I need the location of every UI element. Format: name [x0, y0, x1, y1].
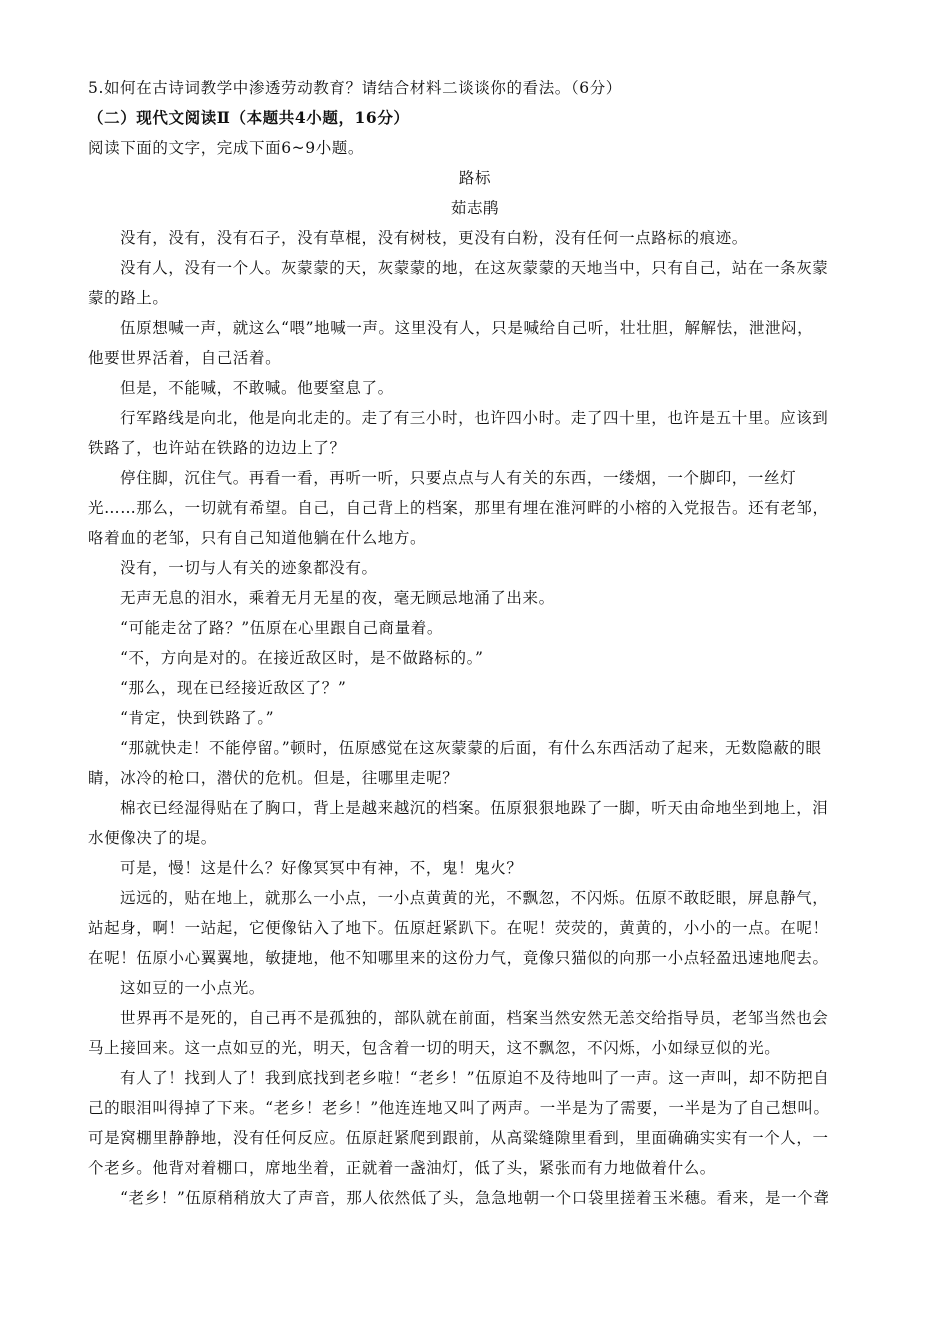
paragraph-line: 咯着血的老邹，只有自己知道他躺在什么地方。 — [88, 529, 427, 547]
paragraph-line: 光……那么，一切就有希望。自己，自己背上的档案，那里有埋在淮河畔的小榕的入党报告。还有老邹， — [88, 499, 829, 517]
question-5: 5.如何在古诗词教学中渗透劳动教育？请结合材料二谈谈你的看法。（6分） — [88, 79, 622, 97]
paragraph-line: 没有，没有，没有石子，没有草棍，没有树枝，更没有白粉，没有任何一点路标的痕迹。 — [120, 229, 748, 247]
paragraph-line: 己的眼泪叫得掉了下来。“老乡！老乡！”他连连地又叫了两声。一半是为了需要，一半是为了自己想叫。 — [88, 1099, 830, 1117]
paragraph-line: 蒙的路上。 — [88, 289, 169, 307]
paragraph-line: “老乡！”伍原稍稍放大了声音，那人依然低了头，急急地朝一个口袋里搓着玉米穗。看来，是一个聋 — [120, 1189, 830, 1207]
article-author: 茹志鹃 — [450, 199, 500, 217]
paragraph-line: 伍原想喊一声，就这么“喂”地喊一声。这里没有人，只是喊给自己听，壮壮胆，解解怯，泄泄闷， — [120, 319, 814, 337]
paragraph-line: 站起身，啊！一站起，它便像钻入了地下。伍原赶紧趴下。在呢！荧荧的，黄黄的，小小的一点。在呢！ — [88, 919, 829, 937]
reading-instruction: 阅读下面的文字，完成下面6~9小题。 — [88, 139, 365, 157]
paragraph-line: 在呢！伍原小心翼翼地，敏捷地，他不知哪里来的这份力气，竟像只猫似的向那一小点轻盈迅速地爬去。 — [88, 949, 829, 967]
paragraph-line: 水便像决了的堤。 — [88, 829, 217, 847]
paragraph-line: 铁路了，也许站在铁路的边边上了？ — [88, 439, 346, 457]
paragraph-line: 睛，冰冷的枪口，潜伏的危机。但是，往哪里走呢？ — [88, 769, 459, 787]
section-heading: （二）现代文阅读Ⅱ（本题共4小题，16分） — [88, 108, 410, 127]
paragraph-line: 没有人，没有一个人。灰蒙蒙的天，灰蒙蒙的地，在这灰蒙蒙的天地当中，只有自己，站在一条灰蒙 — [120, 259, 829, 277]
paragraph-line: “不，方向是对的。在接近敌区时，是不做路标的。” — [120, 649, 484, 667]
paragraph-line: 无声无息的泪水，乘着无月无星的夜，毫无顾忌地涌了出来。 — [120, 589, 555, 607]
paragraph-line: 他要世界活着，自己活着。 — [88, 349, 282, 367]
paragraph-line: 这如豆的一小点光。 — [120, 979, 265, 997]
paragraph-line: “那么，现在已经接近敌区了？” — [120, 679, 347, 697]
paragraph-line: 可是，慢！这是什么？好像冥冥中有神，不，鬼！鬼火？ — [120, 859, 523, 877]
paragraph-line: “那就快走！不能停留。”顿时，伍原感觉在这灰蒙蒙的后面，有什么东西活动了起来，无数隐蔽的眼 — [120, 739, 822, 757]
paragraph-line: 没有，一切与人有关的迹象都没有。 — [120, 559, 378, 577]
paragraph-line: 世界再不是死的，自己再不是孤独的，部队就在前面，档案当然安然无恙交给指导员，老邹当然也会 — [120, 1009, 829, 1027]
paragraph-line: 个老乡。他背对着棚口，席地坐着，正就着一盏油灯，低了头，紧张而有力地做着什么。 — [88, 1159, 716, 1177]
paragraph-line: 行军路线是向北，他是向北走的。走了有三小时，也许四小时。走了四十里，也许是五十里。应该到 — [120, 409, 829, 427]
paragraph-line: 远远的，贴在地上，就那么一小点，一小点黄黄的光，不飘忽，不闪烁。伍原不敢眨眼，屏息静气， — [120, 889, 829, 907]
paragraph-line: “可能走岔了路？”伍原在心里跟自己商量着。 — [120, 619, 443, 637]
paragraph-line: 马上接回来。这一点如豆的光，明天，包含着一切的明天，这不飘忽，不闪烁，小如绿豆似的光。 — [88, 1039, 781, 1057]
paragraph-line: 但是，不能喊，不敢喊。他要窒息了。 — [120, 379, 394, 397]
paragraph-line: 停住脚，沉住气。再看一看，再听一听，只要点点与人有关的东西，一缕烟，一个脚印，一丝灯 — [120, 469, 797, 487]
paragraph-line: 棉衣已经湿得贴在了胸口，背上是越来越沉的档案。伍原狠狠地跺了一脚，听天由命地坐到地上，泪 — [120, 799, 829, 817]
paragraph-line: 有人了！找到人了！我到底找到老乡啦！“老乡！”伍原迫不及待地叫了一声。这一声叫，却不防把自 — [120, 1069, 830, 1087]
paragraph-line: “肯定，快到铁路了。” — [120, 709, 275, 727]
paragraph-line: 可是窝棚里静静地，没有任何反应。伍原赶紧爬到跟前，从高粱缝隙里看到，里面确确实实有一个人，一 — [88, 1129, 829, 1147]
article-title: 路标 — [458, 169, 492, 187]
